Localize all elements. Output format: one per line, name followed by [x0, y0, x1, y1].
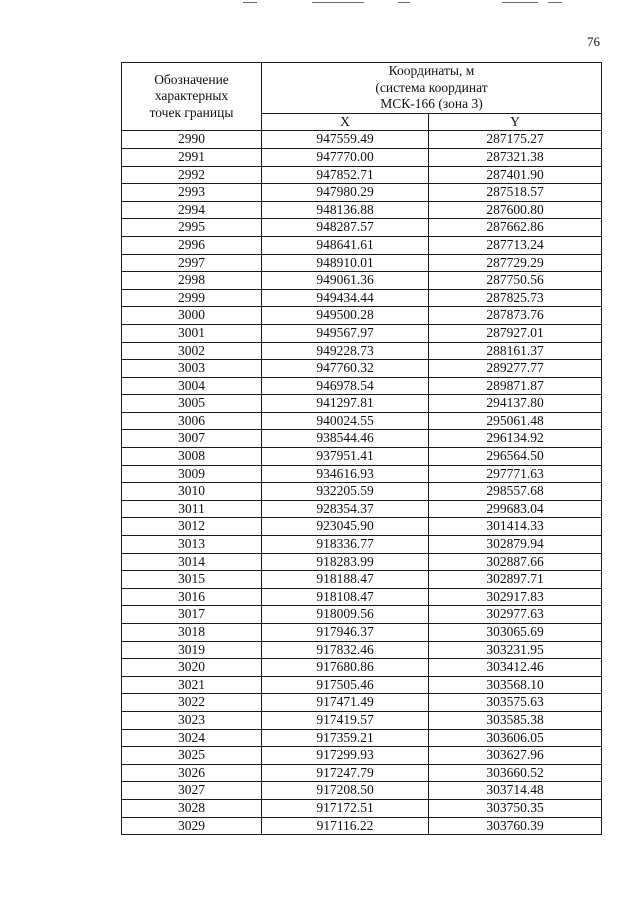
coordinates-table	[121, 62, 602, 835]
x-coordinate-cell: 928354.37	[262, 500, 429, 518]
y-coordinate-cell: 297771.63	[429, 465, 602, 483]
y-coordinate-cell: 296134.92	[429, 430, 602, 448]
point-id-cell: 3021	[122, 676, 262, 694]
x-coordinate-cell: 918108.47	[262, 588, 429, 606]
x-coordinate-cell: 949567.97	[262, 324, 429, 342]
table-row	[122, 500, 602, 518]
y-coordinate-cell: 301414.33	[429, 518, 602, 536]
coordinates-header	[262, 63, 602, 114]
x-coordinate-cell: 917946.37	[262, 624, 429, 642]
x-coordinate-cell: 934616.93	[262, 465, 429, 483]
x-coordinate-cell: 917505.46	[262, 676, 429, 694]
table-row	[122, 412, 602, 430]
x-coordinate-cell: 947852.71	[262, 166, 429, 184]
x-coordinate-cell: 948641.61	[262, 236, 429, 254]
header-row	[122, 63, 602, 114]
point-id-cell: 3024	[122, 729, 262, 747]
y-coordinate-cell: 303627.96	[429, 747, 602, 765]
x-coordinate-cell: 917172.51	[262, 799, 429, 817]
point-id-cell: 2993	[122, 184, 262, 202]
y-coordinate-cell: 287873.76	[429, 307, 602, 325]
point-id-cell: 2992	[122, 166, 262, 184]
x-column-header: X	[262, 113, 429, 131]
point-id-cell: 3002	[122, 342, 262, 360]
point-id-cell: 3004	[122, 377, 262, 395]
y-coordinate-cell: 303065.69	[429, 624, 602, 642]
y-coordinate-cell: 288161.37	[429, 342, 602, 360]
table-row	[122, 729, 602, 747]
point-id-cell: 3020	[122, 659, 262, 677]
header-coords-line: (система координат	[375, 79, 488, 95]
table-row	[122, 324, 602, 342]
table-row	[122, 483, 602, 501]
point-id-cell: 3022	[122, 694, 262, 712]
y-coordinate-cell: 299683.04	[429, 500, 602, 518]
point-id-cell: 3016	[122, 588, 262, 606]
table-row	[122, 448, 602, 466]
point-id-cell: 2990	[122, 131, 262, 149]
y-column-header: Y	[429, 113, 602, 131]
x-coordinate-cell: 948136.88	[262, 201, 429, 219]
table-row	[122, 676, 602, 694]
point-id-cell: 2997	[122, 254, 262, 272]
table-row	[122, 272, 602, 290]
point-id-cell: 3000	[122, 307, 262, 325]
table-row	[122, 148, 602, 166]
table-row	[122, 254, 602, 272]
x-coordinate-cell: 946978.54	[262, 377, 429, 395]
scan-mark	[548, 2, 562, 3]
table-row	[122, 465, 602, 483]
x-coordinate-cell: 918188.47	[262, 571, 429, 589]
y-coordinate-cell: 303606.05	[429, 729, 602, 747]
y-coordinate-cell: 287401.90	[429, 166, 602, 184]
x-coordinate-cell: 949061.36	[262, 272, 429, 290]
point-id-cell: 3010	[122, 483, 262, 501]
table-row	[122, 184, 602, 202]
y-coordinate-cell: 303750.35	[429, 799, 602, 817]
point-id-cell: 3006	[122, 412, 262, 430]
x-coordinate-cell: 932205.59	[262, 483, 429, 501]
table-row	[122, 201, 602, 219]
table-row	[122, 624, 602, 642]
table-row	[122, 430, 602, 448]
x-coordinate-cell: 917299.93	[262, 747, 429, 765]
y-coordinate-cell: 289277.77	[429, 360, 602, 378]
x-coordinate-cell: 918336.77	[262, 536, 429, 554]
x-coordinate-cell: 917680.86	[262, 659, 429, 677]
y-coordinate-cell: 302917.83	[429, 588, 602, 606]
x-coordinate-cell: 949500.28	[262, 307, 429, 325]
point-id-cell: 2995	[122, 219, 262, 237]
y-coordinate-cell: 303585.38	[429, 711, 602, 729]
y-coordinate-cell: 287750.56	[429, 272, 602, 290]
table-row	[122, 342, 602, 360]
x-coordinate-cell: 949434.44	[262, 289, 429, 307]
table-row	[122, 606, 602, 624]
y-coordinate-cell: 302887.66	[429, 553, 602, 571]
x-coordinate-cell: 948910.01	[262, 254, 429, 272]
y-coordinate-cell: 302977.63	[429, 606, 602, 624]
y-coordinate-cell: 287729.29	[429, 254, 602, 272]
x-coordinate-cell: 918283.99	[262, 553, 429, 571]
x-coordinate-cell: 947760.32	[262, 360, 429, 378]
point-id-cell: 3018	[122, 624, 262, 642]
y-coordinate-cell: 303568.10	[429, 676, 602, 694]
y-coordinate-cell: 287927.01	[429, 324, 602, 342]
header-label-line: Обозначение	[154, 71, 229, 87]
table-row	[122, 588, 602, 606]
scan-mark	[502, 2, 538, 3]
page-number: 76	[587, 34, 600, 49]
x-coordinate-cell: 917359.21	[262, 729, 429, 747]
x-coordinate-cell: 941297.81	[262, 395, 429, 413]
point-label-header	[122, 63, 262, 131]
scan-mark	[243, 2, 257, 3]
point-id-cell: 3008	[122, 448, 262, 466]
table-row	[122, 747, 602, 765]
table-row	[122, 236, 602, 254]
point-id-cell: 2998	[122, 272, 262, 290]
y-coordinate-cell: 303714.48	[429, 782, 602, 800]
x-coordinate-cell: 923045.90	[262, 518, 429, 536]
table-row	[122, 553, 602, 571]
table-row	[122, 289, 602, 307]
x-coordinate-cell: 917247.79	[262, 764, 429, 782]
table-row	[122, 377, 602, 395]
table-row	[122, 166, 602, 184]
y-coordinate-cell: 289871.87	[429, 377, 602, 395]
header-coords-line: МСК-166 (зона 3)	[380, 96, 483, 112]
y-coordinate-cell: 287518.57	[429, 184, 602, 202]
y-coordinate-cell: 287600.80	[429, 201, 602, 219]
point-id-cell: 3003	[122, 360, 262, 378]
y-coordinate-cell: 302897.71	[429, 571, 602, 589]
point-id-cell: 2999	[122, 289, 262, 307]
table-row	[122, 711, 602, 729]
y-coordinate-cell: 294137.80	[429, 395, 602, 413]
point-id-cell: 3026	[122, 764, 262, 782]
table-row	[122, 307, 602, 325]
point-id-cell: 2994	[122, 201, 262, 219]
scan-artifact-marks	[0, 0, 640, 6]
table-row	[122, 536, 602, 554]
x-coordinate-cell: 917832.46	[262, 641, 429, 659]
point-id-cell: 3001	[122, 324, 262, 342]
x-coordinate-cell: 940024.55	[262, 412, 429, 430]
y-coordinate-cell: 303660.52	[429, 764, 602, 782]
y-coordinate-cell: 287825.73	[429, 289, 602, 307]
scan-mark	[312, 2, 364, 3]
table-row	[122, 764, 602, 782]
point-id-cell: 3013	[122, 536, 262, 554]
point-id-cell: 3027	[122, 782, 262, 800]
y-coordinate-cell: 303231.95	[429, 641, 602, 659]
point-id-cell: 3014	[122, 553, 262, 571]
x-coordinate-cell: 947559.49	[262, 131, 429, 149]
x-coordinate-cell: 917208.50	[262, 782, 429, 800]
x-coordinate-cell: 938544.46	[262, 430, 429, 448]
point-id-cell: 3007	[122, 430, 262, 448]
x-coordinate-cell: 917471.49	[262, 694, 429, 712]
y-coordinate-cell: 303575.63	[429, 694, 602, 712]
table-row	[122, 395, 602, 413]
header-coords-line: Координаты, м	[388, 63, 475, 78]
point-id-cell: 3028	[122, 799, 262, 817]
point-id-cell: 3005	[122, 395, 262, 413]
y-coordinate-cell: 295061.48	[429, 412, 602, 430]
x-coordinate-cell: 948287.57	[262, 219, 429, 237]
point-id-cell: 3025	[122, 747, 262, 765]
header-label-line: точек границы	[149, 104, 234, 120]
x-coordinate-cell: 937951.41	[262, 448, 429, 466]
x-coordinate-cell: 917419.57	[262, 711, 429, 729]
table-row	[122, 782, 602, 800]
header-label-line: характерных	[154, 88, 229, 104]
table-header	[122, 63, 602, 131]
y-coordinate-cell: 296564.50	[429, 448, 602, 466]
y-coordinate-cell: 298557.68	[429, 483, 602, 501]
table-row	[122, 799, 602, 817]
table-body	[122, 131, 602, 835]
scan-mark	[398, 2, 410, 3]
y-coordinate-cell: 287662.86	[429, 219, 602, 237]
y-coordinate-cell: 287713.24	[429, 236, 602, 254]
x-coordinate-cell: 917116.22	[262, 817, 429, 835]
point-id-cell: 3023	[122, 711, 262, 729]
table-row	[122, 641, 602, 659]
table-row	[122, 571, 602, 589]
y-coordinate-cell: 302879.94	[429, 536, 602, 554]
table-row	[122, 817, 602, 835]
point-id-cell: 2991	[122, 148, 262, 166]
table-row	[122, 659, 602, 677]
x-coordinate-cell: 947770.00	[262, 148, 429, 166]
y-coordinate-cell: 287175.27	[429, 131, 602, 149]
point-id-cell: 3015	[122, 571, 262, 589]
y-coordinate-cell: 303760.39	[429, 817, 602, 835]
y-coordinate-cell: 287321.38	[429, 148, 602, 166]
table-row	[122, 518, 602, 536]
point-id-cell: 3017	[122, 606, 262, 624]
point-id-cell: 3012	[122, 518, 262, 536]
x-coordinate-cell: 918009.56	[262, 606, 429, 624]
table-row	[122, 360, 602, 378]
x-coordinate-cell: 949228.73	[262, 342, 429, 360]
table-row	[122, 219, 602, 237]
point-id-cell: 3019	[122, 641, 262, 659]
table-row	[122, 694, 602, 712]
x-coordinate-cell: 947980.29	[262, 184, 429, 202]
point-id-cell: 2996	[122, 236, 262, 254]
table-row	[122, 131, 602, 149]
point-id-cell: 3029	[122, 817, 262, 835]
point-id-cell: 3011	[122, 500, 262, 518]
y-coordinate-cell: 303412.46	[429, 659, 602, 677]
point-id-cell: 3009	[122, 465, 262, 483]
